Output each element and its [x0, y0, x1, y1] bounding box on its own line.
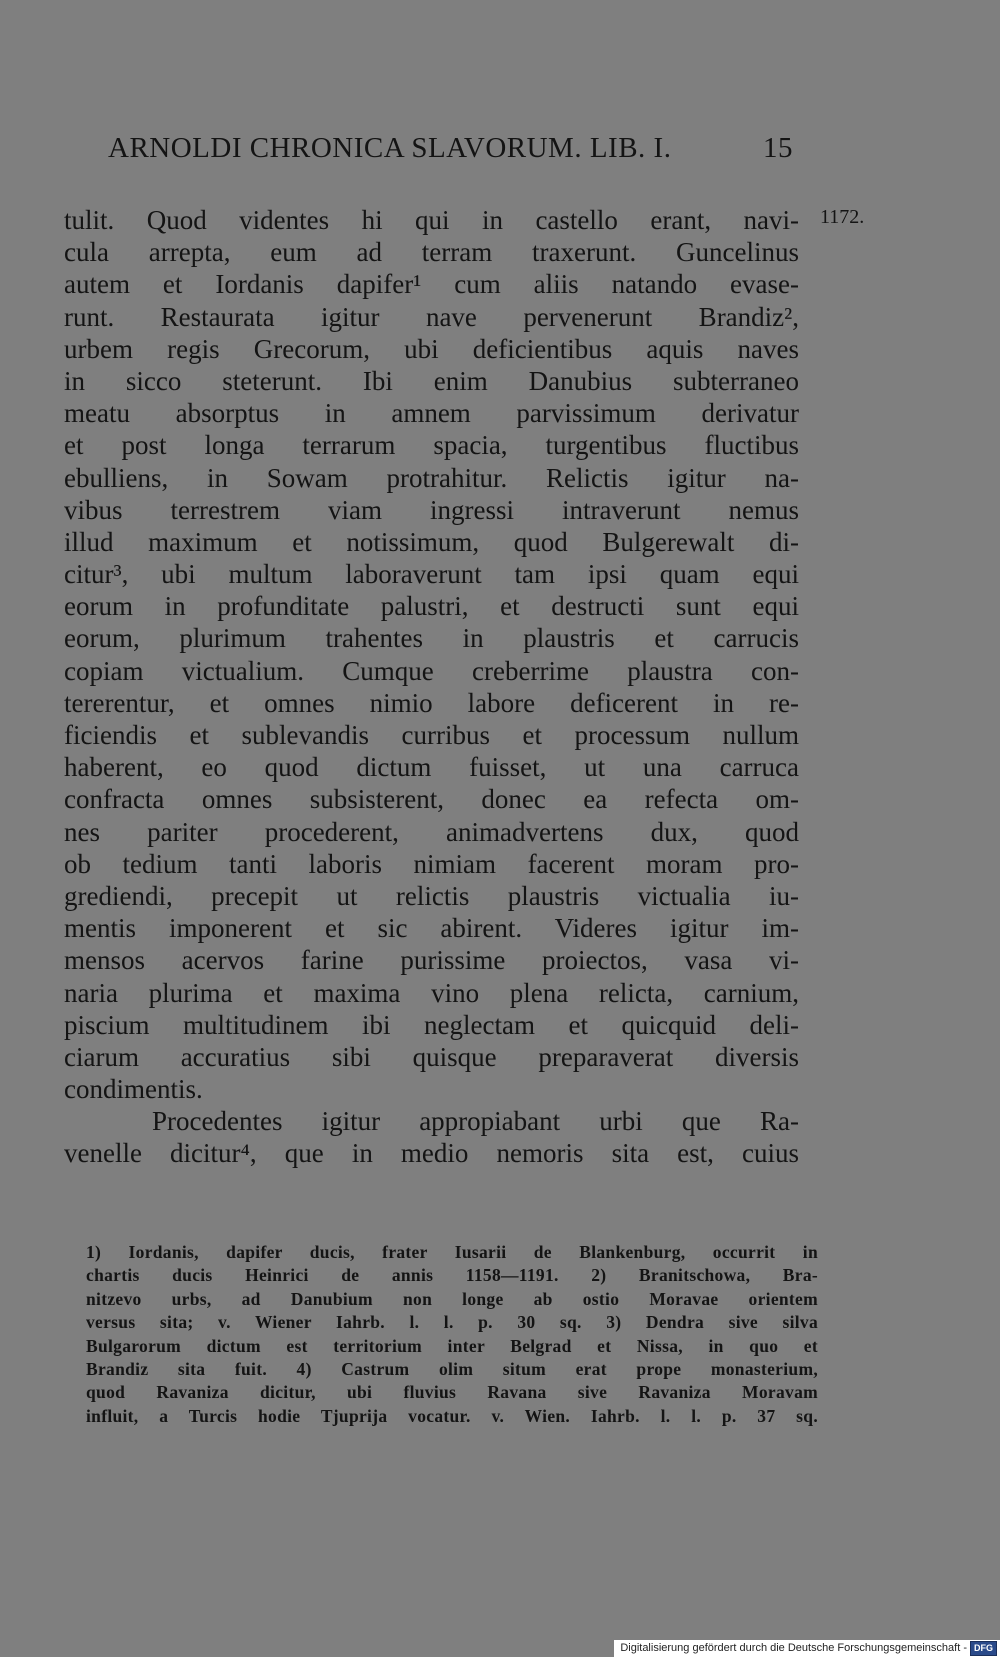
text-line: urbem regis Grecorum, ubi deficientibus aquis naves — [64, 333, 799, 364]
main-text — [64, 204, 799, 1170]
text-line: ob tedium tanti laboris nimiam facerent moram pro- — [64, 848, 799, 879]
text-line: et post longa terrarum spacia, turgentibus fluctibus — [64, 430, 799, 461]
text-line: cula arrepta, eum ad terram traxerunt. Guncelinus — [64, 237, 799, 268]
text-line: condimentis. — [64, 1074, 203, 1105]
footnote-line: influit, a Turcis hodie Tjuprija vocatur. v. Wien. Iahrb. l. l. p. 37 sq. — [86, 1405, 818, 1426]
text-line: naria plurima et maxima vino plena relicta, carnium, — [64, 977, 799, 1008]
text-line: runt. Restaurata igitur nave pervenerunt Brandiz², — [64, 301, 799, 332]
text-line: mentis imponerent et sic abirent. Videres igitur im- — [64, 913, 799, 944]
footnote-line: nitzevo urbs, ad Danubium non longe ab ostio Moravae orientem — [86, 1288, 818, 1309]
text-line: Procedentes igitur appropiabant urbi que Ra- — [152, 1106, 799, 1137]
footnote-line: chartis ducis Heinrici de annis 1158—1191. 2) Branitschowa, Bra- — [86, 1265, 818, 1286]
footnote-line: Bulgarorum dictum est territorium inter Belgrad et Nissa, in quo et — [86, 1335, 818, 1356]
text-line: tererentur, et omnes nimio labore deficerent in re- — [64, 687, 799, 718]
text-line: nes pariter procederent, animadvertens dux, quod — [64, 816, 799, 847]
text-line: illud maximum et notissimum, quod Bulgerewalt di- — [64, 526, 799, 557]
running-title: ARNOLDI CHRONICA SLAVORUM. LIB. I. — [108, 132, 672, 164]
page-number: 15 — [763, 132, 793, 164]
footnote-line: quod Ravaniza dicitur, ubi fluvius Ravana sive Ravaniza Moravam — [86, 1382, 818, 1403]
text-line: venelle dicitur⁴, que in medio nemoris sita est, cuius — [64, 1138, 799, 1169]
text-line: in sicco steterunt. Ibi enim Danubius subterraneo — [64, 365, 799, 396]
text-line: ebulliens, in Sowam protrahitur. Relictis igitur na- — [64, 462, 799, 493]
text-line: eorum, plurimum trahentes in plaustris et carrucis — [64, 623, 799, 654]
text-line: haberent, eo quod dictum fuisset, ut una carruca — [64, 752, 799, 783]
text-line: autem et Iordanis dapifer¹ cum aliis natando evase- — [64, 269, 799, 300]
footnote-line: 1) Iordanis, dapifer ducis, frater Iusarii de Blankenburg, occurrit in — [86, 1242, 818, 1262]
text-line: citur³, ubi multum laboraverunt tam ipsi quam equi — [64, 559, 799, 590]
text-line: grediendi, precepit ut relictis plaustris victualia iu- — [64, 880, 799, 911]
margin-year-note: 1172. — [820, 206, 865, 228]
footnote-line: versus sita; v. Wiener Iahrb. l. l. p. 30 sq. 3) Dendra sive silva — [86, 1312, 818, 1333]
footnote-line: Brandiz sita fuit. 4) Castrum olim situm erat prope monasterium, — [86, 1358, 818, 1379]
text-line: confracta omnes subsisterent, donec ea refecta om- — [64, 784, 799, 815]
text-line: ficiendis et sublevandis curribus et processum nullum — [64, 720, 799, 750]
dfg-logo-icon: DFG — [970, 1641, 997, 1656]
text-line: meatu absorptus in amnem parvissimum derivatur — [64, 398, 799, 429]
text-line: piscium multitudinem ibi neglectam et quicquid deli- — [64, 1009, 799, 1040]
text-line: copiam victualium. Cumque creberrime plaustra con- — [64, 655, 799, 686]
text-line: eorum in profunditate palustri, et destructi sunt equi — [64, 591, 799, 622]
text-line: ciarum accuratius sibi quisque preparaverat diversis — [64, 1041, 799, 1072]
text-line: tulit. Quod videntes hi qui in castello erant, navi- — [64, 205, 799, 235]
page-header — [108, 128, 793, 168]
footnotes — [86, 1241, 818, 1428]
credit-text: Digitalisierung gefördert durch die Deutsche Forschungsgemeinschaft - — [620, 1642, 967, 1654]
text-line: vibus terrestrem viam ingressi intraverunt nemus — [64, 494, 799, 525]
text-line: mensos acervos farine purissime proiectos, vasa vi- — [64, 945, 799, 976]
digitization-credit — [614, 1640, 1000, 1657]
